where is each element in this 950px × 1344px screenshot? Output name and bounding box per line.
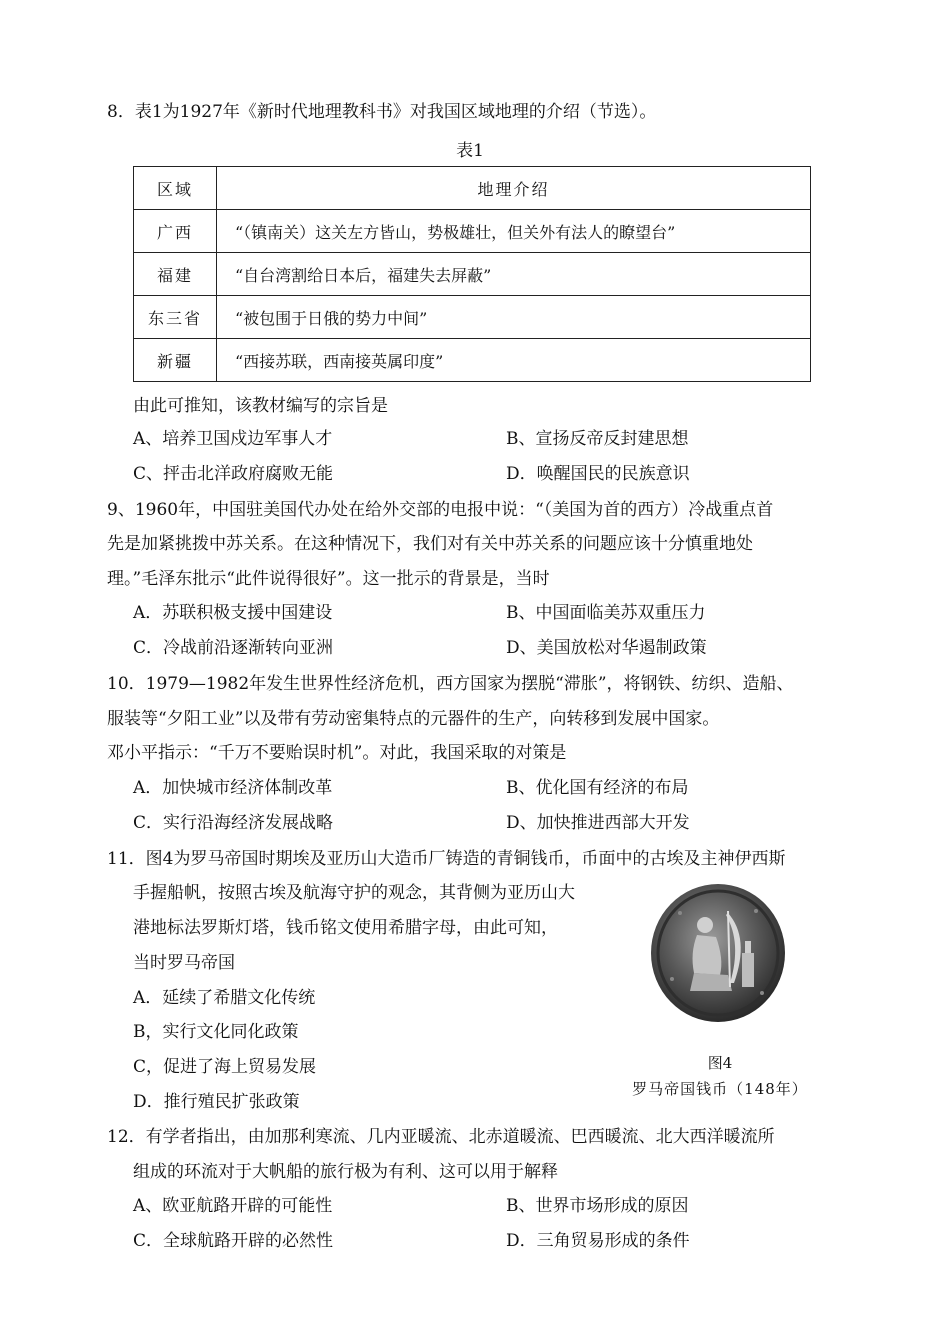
table-header-description: 地理介绍	[217, 167, 811, 210]
table-cell-region: 新疆	[134, 339, 217, 382]
q8-stem: 8．表1为1927年《新时代地理教科书》对我国区域地理的介绍（节选）。	[107, 102, 657, 122]
q11-stem-line-2: 手握船帆，按照古埃及航海守护的观念，其背侧为亚历山大	[133, 883, 575, 903]
q11-option-a: A．延续了希腊文化传统	[133, 988, 316, 1008]
table-row	[134, 296, 811, 339]
table-cell-region: 东三省	[134, 296, 217, 339]
table-cell-description: “西接苏联，西南接英属印度”	[217, 339, 811, 382]
q9-option-a: A．苏联积极支援中国建设	[133, 603, 333, 623]
region-table	[133, 166, 811, 382]
figure-label: 图4	[707, 1054, 733, 1072]
table-row	[134, 339, 811, 382]
q8-option-d: D．唤醒国民的民族意识	[506, 464, 690, 484]
q10-option-c: C．实行沿海经济发展战略	[133, 813, 334, 833]
q9-stem-line-2: 先是加紧挑拨中苏关系。在这种情况下，我们对有关中苏关系的问题应该十分慎重地处	[107, 534, 753, 554]
q11-stem-line-1: 11．图4为罗马帝国时期埃及亚历山大造币厂铸造的青铜钱币，币面中的古埃及主神伊西斯	[107, 849, 786, 869]
table-cell-region: 福建	[134, 253, 217, 296]
q12-stem-line-1: 12．有学者指出，由加那利寒流、几内亚暖流、北赤道暖流、巴西暖流、北大西洋暖流所	[107, 1127, 775, 1147]
q9-option-b: B、中国面临美苏双重压力	[506, 603, 706, 623]
table-cell-description: “（镇南关）这关左方皆山，势极雄壮，但关外有法人的瞭望台”	[217, 210, 811, 253]
table-row	[134, 253, 811, 296]
q9-option-d: D、美国放松对华遏制政策	[506, 638, 707, 658]
q10-option-b: B、优化国有经济的布局	[506, 778, 689, 798]
q11-option-c: C，促进了海上贸易发展	[133, 1057, 317, 1077]
q9-stem-line-3: 理。”毛泽东批示“此件说得很好”。这一批示的背景是，当时	[107, 569, 550, 589]
q11-stem-line-4: 当时罗马帝国	[133, 953, 235, 973]
table-cell-description: “被包围于日俄的势力中间”	[217, 296, 811, 339]
q12-stem-line-2: 组成的环流对于大帆船的旅行极为有利、这可以用于解释	[133, 1162, 558, 1182]
q10-stem-line-1: 10．1979—1982年发生世界性经济危机，西方国家为摆脱“滞胀”，将钢铁、纺织、造船、	[107, 674, 794, 694]
figure-caption: 罗马帝国钱币（148年）	[632, 1080, 808, 1098]
q11-option-b: B，实行文化同化政策	[133, 1022, 299, 1042]
q8-option-c: C、抨击北洋政府腐败无能	[133, 464, 334, 484]
q12-option-d: D．三角贸易形成的条件	[506, 1231, 690, 1251]
q9-stem-line-1: 9、1960年，中国驻美国代办处在给外交部的电报中说：“（美国为首的西方）冷战重点首	[107, 500, 774, 520]
q10-stem-line-2: 服装等“夕阳工业”以及带有劳动密集特点的元器件的生产，向转移到发展中国家。	[107, 709, 720, 729]
table-caption: 表1	[456, 141, 484, 161]
q10-option-a: A．加快城市经济体制改革	[133, 778, 333, 798]
roman-coin-image	[650, 883, 786, 1023]
q12-option-b: B、世界市场形成的原因	[506, 1196, 689, 1216]
q10-stem-line-3: 邓小平指示：“千万不要贻误时机”。对此，我国采取的对策是	[107, 743, 567, 763]
q8-option-b: B、宣扬反帝反封建思想	[506, 429, 689, 449]
q9-option-c: C．冷战前沿逐渐转向亚洲	[133, 638, 334, 658]
table-header-region: 区域	[134, 167, 217, 210]
q8-question: 由此可推知，该教材编写的宗旨是	[133, 396, 388, 416]
table-cell-description: “自台湾割给日本后，福建失去屏蔽”	[217, 253, 811, 296]
q11-option-d: D．推行殖民扩张政策	[133, 1092, 300, 1112]
q12-option-a: A、欧亚航路开辟的可能性	[133, 1196, 333, 1216]
table-header-row	[134, 167, 811, 210]
table-row	[134, 210, 811, 253]
q11-stem-line-3: 港地标法罗斯灯塔，钱币铭文使用希腊字母，由此可知，	[133, 918, 558, 938]
q12-option-c: C．全球航路开辟的必然性	[133, 1231, 334, 1251]
q8-option-a: A、培养卫国戍边军事人才	[133, 429, 333, 449]
q10-option-d: D、加快推进西部大开发	[506, 813, 690, 833]
table-cell-region: 广西	[134, 210, 217, 253]
